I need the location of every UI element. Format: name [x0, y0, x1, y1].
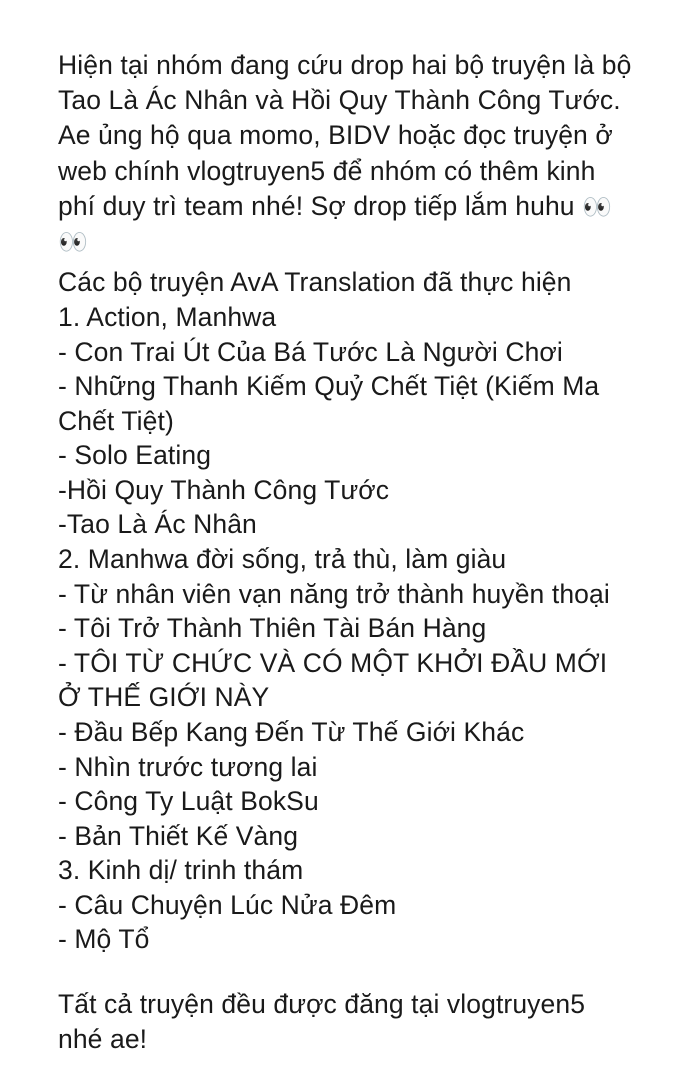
list-item: - Con Trai Út Của Bá Tước Là Người Chơi: [58, 336, 563, 367]
list-item: 2. Manhwa đời sống, trả thù, làm giàu: [58, 544, 507, 575]
list-item: - Mộ Tổ: [58, 924, 150, 955]
list-item: - TÔI TỪ CHỨC VÀ CÓ MỘT KHỞI ĐẦU MỚI Ở THẾ GIỚI NÀY: [58, 647, 608, 713]
list-item: - Bản Thiết Kế Vàng: [58, 820, 299, 851]
list-item: - Công Ty Luật BokSu: [58, 786, 319, 817]
intro-paragraph: [58, 48, 634, 259]
list-item: - Đầu Bếp Kang Đến Từ Thế Giới Khác: [58, 716, 525, 747]
eyes-emoji: 👀👀: [58, 192, 613, 257]
list-item: - Câu Chuyện Lúc Nửa Đêm: [58, 889, 397, 920]
list-item: 3. Kinh dị/ trinh thám: [58, 855, 304, 886]
list-item: - Solo Eating: [58, 440, 212, 471]
series-list-heading: Các bộ truyện AvA Translation đã thực hiện: [58, 267, 572, 298]
section-spacer: [58, 957, 634, 987]
list-item: -Hồi Quy Thành Công Tước: [58, 474, 390, 505]
list-item: - Những Thanh Kiếm Quỷ Chết Tiệt (Kiếm Ma Chết Tiệt): [58, 371, 600, 436]
footer-note: Tất cả truyện đều được đăng tại vlogtruyen5 nhé ae!: [58, 988, 586, 1055]
list-item: - Nhìn trước tương lai: [58, 751, 318, 782]
list-item: - Tôi Trở Thành Thiên Tài Bán Hàng: [58, 613, 487, 644]
list-item: -Tao Là Ác Nhân: [58, 509, 257, 540]
list-item: 1. Action, Manhwa: [58, 301, 277, 332]
series-list: [58, 300, 634, 957]
list-item: - Từ nhân viên vạn năng trở thành huyền thoại: [58, 578, 610, 609]
intro-text: Hiện tại nhóm đang cứu drop hai bộ truyện là bộ Tao Là Ác Nhân và Hồi Quy Thành Công Tước. Ae ủng hộ qua momo, BIDV hoặc đọc truyện ở web chính vlogtruyen5 để nhóm có thêm kinh phí duy trì team nhé! Sợ drop tiếp lắm huhu: [58, 50, 632, 221]
